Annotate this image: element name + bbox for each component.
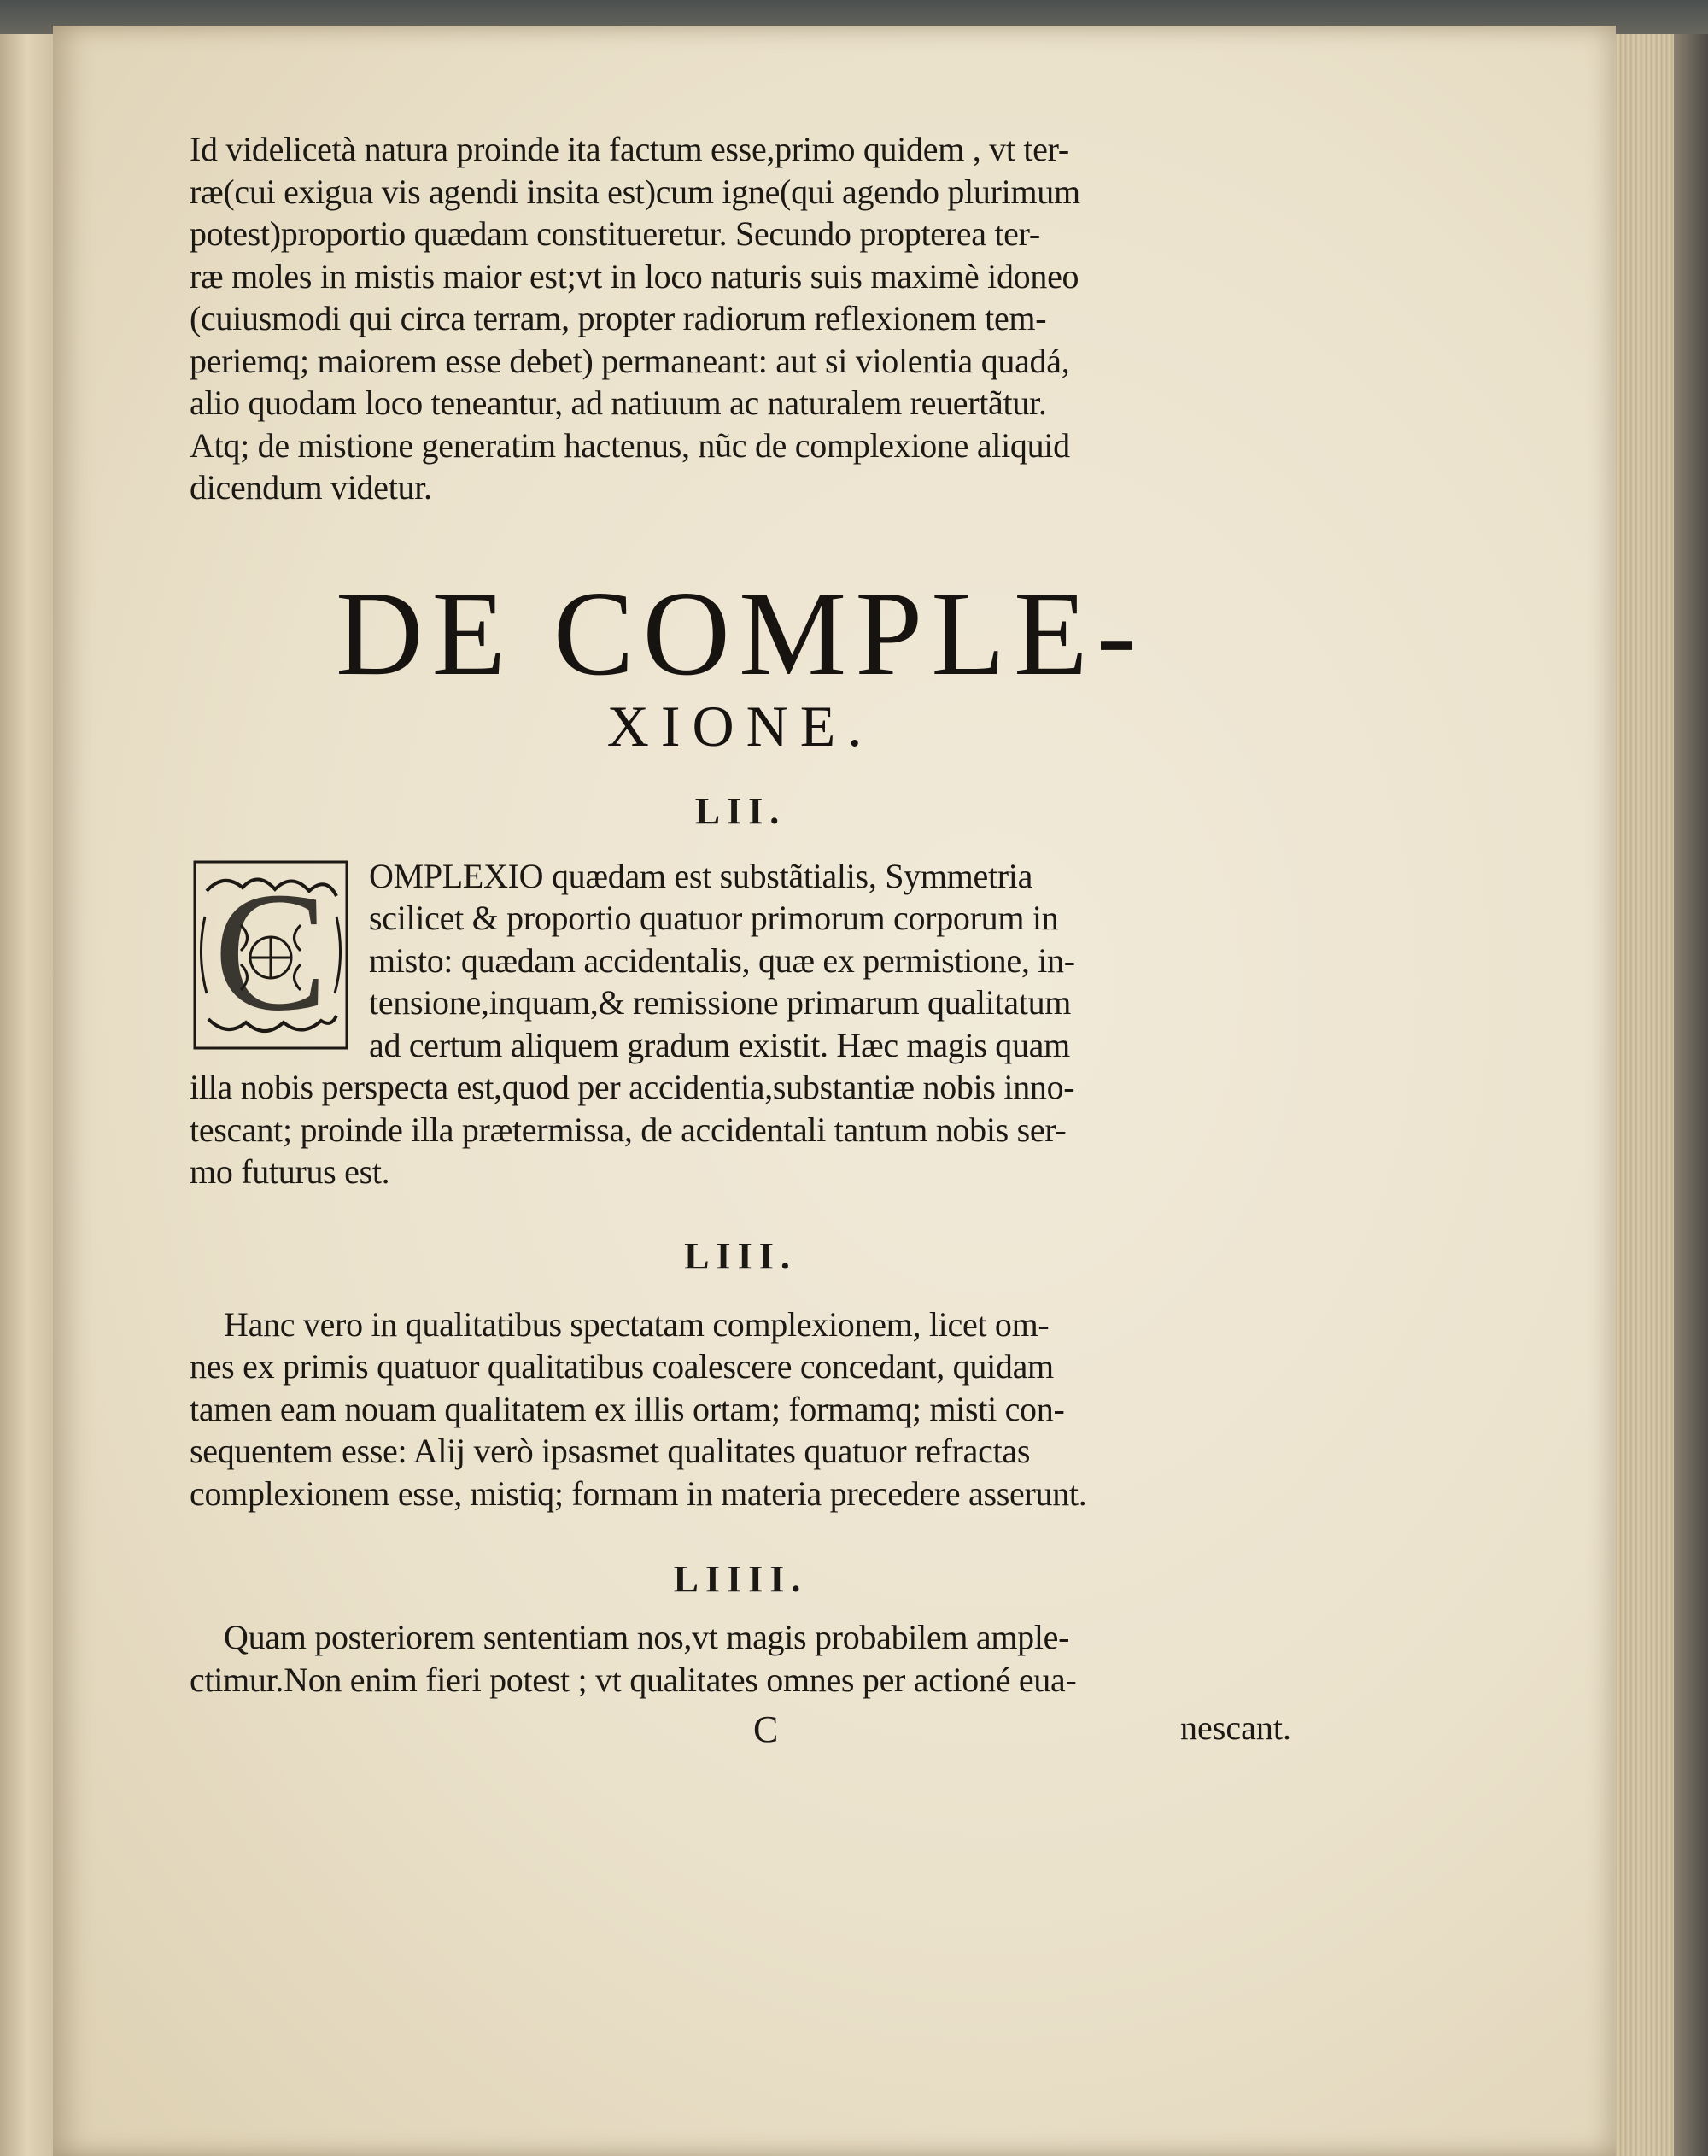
text-line: OMPLEXIO quædam est substãtialis, Symmetria <box>369 856 1033 895</box>
text-line: ræ moles in mistis maior est;vt in loco naturis suis maximè idoneo <box>190 256 1079 296</box>
text-line: illa nobis perspecta est,quod per accidentia,substantiæ nobis inno- <box>190 1068 1075 1106</box>
text-block <box>190 128 1291 1759</box>
text-line: tescant; proinde illa prætermissa, de accidentali tantum nobis ser- <box>190 1110 1067 1149</box>
left-page-edge <box>0 34 60 2156</box>
section-number: LIIII. <box>673 1558 808 1600</box>
text-line: misto: quædam accidentalis, quæ ex permistione, in- <box>369 940 1075 980</box>
text-line: periemq; maiorem esse debet) permaneant: aut si violentia quadá, <box>190 341 1070 380</box>
text-line: ræ(cui exigua vis agendi insita est)cum igne(qui agendo plurimum <box>190 172 1080 211</box>
text-line: tensione,inquam,& remissione primarum qualitatum <box>369 983 1072 1022</box>
text-line: alio quodam loco teneantur, ad natiuum ac naturalem reuertãtur. <box>190 384 1047 422</box>
text-line: Atq; de mistione generatim hactenus, nũc de complexione aliquid <box>190 425 1070 465</box>
section-52 <box>190 855 1291 1193</box>
text-line: scilicet & proportio quatuor primorum corporum in <box>369 899 1059 937</box>
section-52-paragraph <box>190 855 1291 1193</box>
text-line: Quam posteriorem sententiam nos,vt magis probabilem ample- <box>224 1618 1070 1656</box>
section-54-paragraph <box>190 1616 1291 1701</box>
text-line: mo futurus est. <box>190 1152 390 1191</box>
text-line: potest)proportio quædam constitueretur. Secundo propterea ter- <box>190 214 1040 253</box>
chapter-title-continuation: XIONE. <box>606 693 874 759</box>
section-number: LIII. <box>684 1234 797 1277</box>
page-edges <box>1606 34 1708 2156</box>
text-line: (cuiusmodi qui circa terram, propter radiorum reflexionem tem- <box>190 299 1047 337</box>
catchword: nescant. <box>1180 1708 1291 1747</box>
page-footer <box>190 1708 1291 1759</box>
text-line: tamen eam nouam qualitatem ex illis ortam; formamq; misti con- <box>190 1389 1065 1428</box>
signature-mark: C <box>753 1708 779 1750</box>
decorated-initial-c <box>190 857 352 1053</box>
text-line: Id videlicetà natura proinde ita factum esse,primo quidem , vt ter- <box>190 130 1069 168</box>
text-line: ad certum aliquem gradum existit. Hæc magis quam <box>369 1025 1070 1064</box>
section-number: LII. <box>694 789 787 832</box>
text-line: sequentem esse: Alij verò ipsasmet qualitates quatuor refractas <box>190 1432 1031 1470</box>
text-line: dicendum videtur. <box>190 468 432 507</box>
text-line: nes ex primis quatuor qualitatibus coalescere concedant, quidam <box>190 1347 1054 1386</box>
text-line: ctimur.Non enim fieri potest ; vt qualitates omnes per actioné eua- <box>190 1660 1077 1699</box>
text-line: Hanc vero in qualitatibus spectatam complexionem, licet om- <box>224 1304 1050 1344</box>
drop-cap-letter: C <box>214 857 328 1046</box>
page <box>53 26 1616 2156</box>
chapter-title: DE COMPLE- <box>335 565 1146 700</box>
text-line: complexionem esse, mistiq; formam in materia precedere asserunt. <box>190 1473 1087 1513</box>
intro-paragraph <box>190 128 1291 509</box>
section-53-paragraph <box>190 1304 1291 1515</box>
